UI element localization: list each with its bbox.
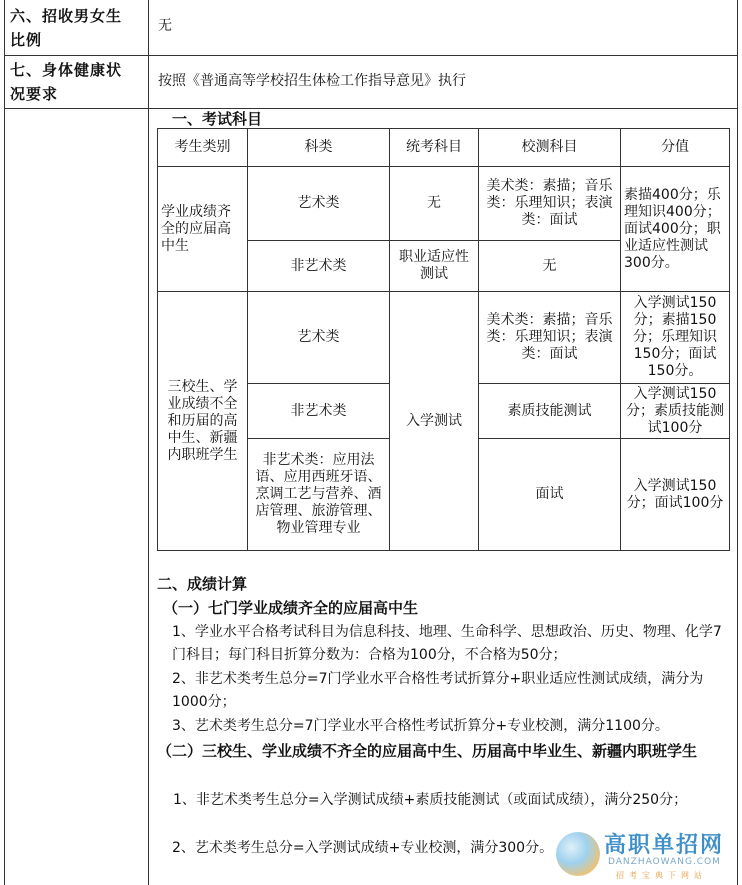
- left-border: [4, 0, 5, 885]
- logo-globe-icon: [556, 832, 600, 876]
- table-row: [158, 167, 730, 241]
- subject-cell: 非艺术类: [248, 241, 390, 292]
- watermark-url: DANZHAOWANG.COM: [608, 857, 721, 867]
- gender-ratio-value: 无: [158, 18, 172, 34]
- header-score: 分值: [621, 129, 730, 167]
- header-school-test: 校测科目: [479, 129, 621, 167]
- table-header-row: [158, 129, 730, 167]
- health-label: [10, 58, 122, 106]
- score-cell: 入学测试150分；素描150分；乐理知识150分；面试150分。: [621, 292, 730, 384]
- table-row: [158, 292, 730, 384]
- subject-cell: 艺术类: [248, 292, 390, 384]
- exam-subjects-table: [157, 128, 730, 551]
- subject-cell: 艺术类: [248, 167, 390, 241]
- gender-ratio-label-line2: 比例: [10, 31, 43, 49]
- school-test-cell: 素质技能测试: [479, 384, 621, 439]
- school-test-cell: 面试: [479, 439, 621, 551]
- header-category: 考生类别: [158, 129, 248, 167]
- list-item: 2、艺术类考生总分=入学测试成绩+专业校测，满分300分。: [172, 840, 554, 856]
- unified-cell: 职业适应性测试: [390, 241, 479, 292]
- score-cell: 入学测试150分；素质技能测试100分: [621, 384, 730, 439]
- section2-title: 二、成绩计算: [157, 575, 248, 593]
- list-item: 2、非艺术类考生总分=7门学业水平合格性考试折算分+职业适应性测试成绩，满分为1000分；: [172, 671, 704, 710]
- health-label-line2: 况要求: [10, 85, 59, 103]
- gender-ratio-label: [10, 4, 122, 52]
- section1-title: 一、考试科目: [172, 110, 263, 128]
- school-test-cell: 无: [479, 241, 621, 292]
- school-test-cell: 美术类：素描；音乐类：乐理知识；表演类：面试: [479, 292, 621, 384]
- score-cell: 入学测试150分；面试100分: [621, 439, 730, 551]
- subject-cell: 非艺术类: [248, 384, 390, 439]
- section2-sub1-title: （一）七门学业成绩齐全的应届高中生: [163, 599, 419, 617]
- right-border: [737, 0, 738, 885]
- watermark-title: 高职单招网: [604, 833, 725, 858]
- health-label-line1: 七、身体健康状: [10, 61, 123, 79]
- header-subject: 科类: [248, 129, 390, 167]
- category-cell: 三校生、学业成绩不全和历届的高中生、新疆内职班学生: [158, 292, 248, 551]
- unified-cell: 入学测试: [390, 292, 479, 551]
- column-divider: [148, 0, 149, 885]
- gender-ratio-label-line1: 六、招收男女生: [10, 7, 123, 25]
- watermark-logo: [556, 826, 742, 885]
- category-cell: 学业成绩齐全的应届高中生: [158, 167, 248, 292]
- row-divider-2: [4, 108, 738, 109]
- score-cell: 素描400分；乐理知识400分；面试400分；职业适应性测试300分。: [621, 167, 730, 292]
- list-item: 3、艺术类考生总分=7门学业水平合格性考试折算分+专业校测，满分1100分。: [172, 718, 669, 734]
- health-value: 按照《普通高等学校招生体检工作指导意见》执行: [158, 73, 466, 89]
- unified-cell: 无: [390, 167, 479, 241]
- list-item: 1、学业水平合格考试科目为信息科技、地理、生命科学、思想政治、历史、物理、化学7门科目；每门科目折算分数为：合格为100分，不合格为50分；: [172, 624, 722, 663]
- list-item: 1、非艺术类考生总分=入学测试成绩+素质技能测试（或面试成绩），满分250分；: [173, 792, 688, 808]
- school-test-cell: 美术类：素描；音乐类：乐理知识；表演类：面试: [479, 167, 621, 241]
- header-unified: 统考科目: [390, 129, 479, 167]
- row-divider-1: [4, 55, 738, 56]
- section2-sub2-title: （二）三校生、学业成绩不齐全的应届高中生、历届高中毕业生、新疆内职班学生: [157, 742, 698, 760]
- watermark-slogan: 招考宝典下网站: [616, 871, 707, 880]
- subject-cell: 非艺术类：应用法语、应用西班牙语、烹调工艺与营养、酒店管理、旅游管理、物业管理专业: [248, 439, 390, 551]
